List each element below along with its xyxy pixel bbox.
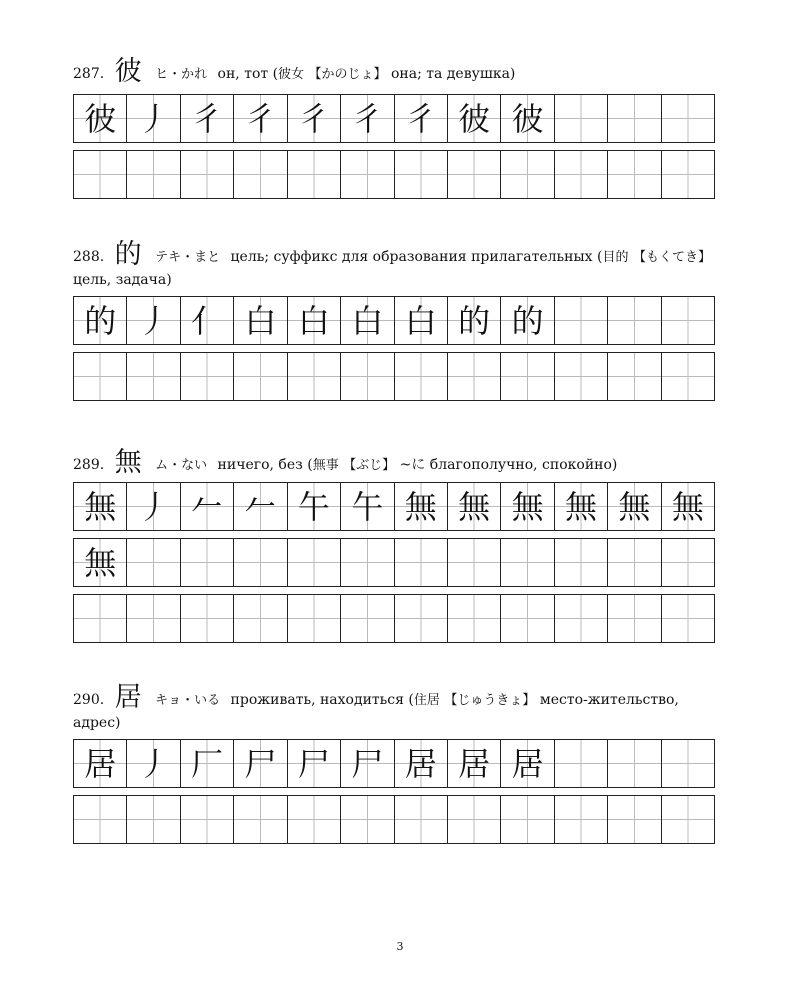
stroke-step-cell: 的 (74, 297, 127, 344)
stroke-step-cell: 尸 (341, 740, 394, 787)
stroke-step-cell: 丿 (127, 297, 180, 344)
practice-cell (662, 95, 714, 142)
practice-cell (74, 353, 127, 400)
compound-reading: 【もくてき】 (632, 250, 711, 265)
practice-cell (181, 539, 234, 586)
stroke-grid (73, 482, 715, 643)
practice-cell (127, 353, 180, 400)
practice-cell (395, 796, 448, 843)
stroke-step-cell: 彼 (501, 95, 554, 142)
practice-row (73, 538, 715, 587)
practice-cell (341, 353, 394, 400)
stroke-step-cell: 白 (395, 297, 448, 344)
practice-cell (501, 539, 554, 586)
practice-cell (555, 353, 608, 400)
stroke-step-cell: 白 (234, 297, 287, 344)
practice-cell (395, 151, 448, 198)
entry-number: 288. (73, 249, 105, 265)
stroke-step-cell: 無 (395, 483, 448, 530)
compound-reading: 【じゅうきょ】 (444, 693, 536, 708)
practice-cell (341, 151, 394, 198)
practice-cell (608, 539, 661, 586)
page-number: 3 (396, 940, 404, 953)
stroke-step-cell: 彼 (448, 95, 501, 142)
practice-row (73, 795, 715, 844)
practice-cell (501, 151, 554, 198)
practice-cell (234, 353, 287, 400)
practice-row (73, 150, 715, 199)
stroke-step-cell: 的 (501, 297, 554, 344)
stroke-step-cell: 尸 (234, 740, 287, 787)
compound-reading: 【ぶじ】 (343, 458, 396, 473)
stroke-step-cell: 丿 (127, 740, 180, 787)
practice-cell (662, 151, 714, 198)
stroke-step-cell: 居 (448, 740, 501, 787)
practice-row (73, 352, 715, 401)
stroke-grid (73, 739, 715, 844)
practice-cell (288, 353, 341, 400)
practice-cell (341, 595, 394, 642)
entry-kanji: 無 (114, 447, 142, 478)
practice-cell (127, 151, 180, 198)
stroke-step-cell: 白 (288, 297, 341, 344)
stroke-step-cell: 的 (448, 297, 501, 344)
entry-heading (73, 684, 713, 735)
compound-word: 彼女 (278, 67, 305, 82)
practice-cell (288, 539, 341, 586)
practice-cell (662, 740, 714, 787)
stroke-step-cell: 白 (341, 297, 394, 344)
stroke-step-cell: 彳 (181, 95, 234, 142)
practice-cell (608, 353, 661, 400)
practice-cell (448, 595, 501, 642)
practice-cell (127, 595, 180, 642)
stroke-step-cell: 彳 (234, 95, 287, 142)
stroke-step-cell: 丿 (127, 483, 180, 530)
stroke-step-cell: 尸 (288, 740, 341, 787)
practice-cell (395, 595, 448, 642)
stroke-step-cell: 亻 (181, 297, 234, 344)
practice-cell (501, 796, 554, 843)
compound-reading: 【かのじょ】 (308, 67, 387, 82)
practice-cell (555, 796, 608, 843)
practice-cell (662, 796, 714, 843)
practice-cell (662, 539, 714, 586)
practice-cell (608, 595, 661, 642)
entry-reading: テキ・まと (155, 250, 221, 265)
compound-meaning: она; та девушка) (390, 66, 516, 82)
practice-cell (181, 151, 234, 198)
practice-cell (448, 796, 501, 843)
stroke-step-cell: 彳 (395, 95, 448, 142)
entry-number: 289. (73, 457, 105, 473)
practice-cell (555, 297, 608, 344)
practice-cell (501, 353, 554, 400)
stroke-step-cell: 無 (555, 483, 608, 530)
kanji-entry-290 (73, 684, 715, 844)
entry-meaning: он, тот ( (217, 66, 279, 82)
practice-cell (501, 595, 554, 642)
entry-reading: ム・ない (155, 458, 208, 473)
kanji-entry-288 (73, 241, 715, 401)
entry-kanji: 居 (114, 682, 142, 713)
practice-row (73, 296, 715, 345)
practice-cell (555, 595, 608, 642)
stroke-step-cell: 午 (288, 483, 341, 530)
kanji-entry-289 (73, 449, 715, 643)
entry-meaning: цель; суффикс для образования прилагательных ( (230, 249, 603, 265)
practice-cell (127, 796, 180, 843)
practice-cell (608, 297, 661, 344)
practice-cell (181, 595, 234, 642)
practice-cell (74, 595, 127, 642)
stroke-step-cell: 無 (608, 483, 661, 530)
practice-cell (448, 353, 501, 400)
stroke-step-cell: 𠂉 (181, 483, 234, 530)
practice-cell (181, 796, 234, 843)
entry-heading (73, 449, 713, 477)
practice-cell (608, 95, 661, 142)
stroke-step-cell: 無 (74, 539, 127, 586)
practice-cell (608, 151, 661, 198)
practice-cell (234, 151, 287, 198)
practice-cell (555, 539, 608, 586)
practice-cell (448, 539, 501, 586)
kanji-entry-287 (73, 58, 715, 199)
practice-cell (288, 796, 341, 843)
practice-cell (662, 297, 714, 344)
stroke-step-cell: 彼 (74, 95, 127, 142)
practice-cell (662, 353, 714, 400)
entry-number: 290. (73, 692, 105, 708)
compound-word: 目的 (602, 250, 629, 265)
compound-meaning: место-жительство, адрес) (73, 692, 679, 731)
practice-cell (74, 796, 127, 843)
practice-cell (181, 353, 234, 400)
entry-meaning: проживать, находиться ( (230, 692, 414, 708)
practice-cell (288, 595, 341, 642)
stroke-step-cell: 居 (501, 740, 554, 787)
stroke-step-cell: 彳 (341, 95, 394, 142)
practice-cell (234, 595, 287, 642)
practice-cell (395, 353, 448, 400)
entry-heading (73, 241, 713, 292)
practice-cell (395, 539, 448, 586)
practice-cell (74, 151, 127, 198)
stroke-step-cell: 居 (395, 740, 448, 787)
compound-meaning: цель, задача) (73, 272, 172, 288)
practice-row (73, 739, 715, 788)
practice-cell (127, 539, 180, 586)
practice-cell (234, 539, 287, 586)
stroke-step-cell: 丿 (127, 95, 180, 142)
practice-cell (288, 151, 341, 198)
stroke-step-cell: 無 (501, 483, 554, 530)
practice-cell (234, 796, 287, 843)
stroke-step-cell: 無 (662, 483, 714, 530)
practice-cell (608, 796, 661, 843)
entry-kanji: 的 (114, 239, 142, 270)
practice-row (73, 94, 715, 143)
practice-cell (341, 539, 394, 586)
practice-cell (555, 151, 608, 198)
practice-cell (662, 595, 714, 642)
practice-row (73, 482, 715, 531)
compound-meaning: ~に благополучно, спокойно) (399, 457, 618, 473)
entry-reading: キョ・いる (155, 693, 221, 708)
entry-heading (73, 58, 713, 86)
compound-word: 住居 (413, 693, 440, 708)
stroke-step-cell: 居 (74, 740, 127, 787)
stroke-step-cell: 無 (74, 483, 127, 530)
stroke-step-cell: 午 (341, 483, 394, 530)
stroke-grid (73, 296, 715, 401)
practice-cell (608, 740, 661, 787)
practice-cell (555, 95, 608, 142)
practice-cell (448, 151, 501, 198)
stroke-step-cell: 無 (448, 483, 501, 530)
practice-cell (341, 796, 394, 843)
entry-number: 287. (73, 66, 105, 82)
practice-row (73, 594, 715, 643)
stroke-grid (73, 94, 715, 199)
stroke-step-cell: 厂 (181, 740, 234, 787)
compound-word: 無事 (312, 458, 339, 473)
entry-reading: ヒ・かれ (155, 67, 208, 82)
practice-cell (555, 740, 608, 787)
entry-kanji: 彼 (114, 56, 142, 87)
stroke-step-cell: 𠂉 (234, 483, 287, 530)
stroke-step-cell: 彳 (288, 95, 341, 142)
entry-meaning: ничего, без ( (217, 457, 313, 473)
